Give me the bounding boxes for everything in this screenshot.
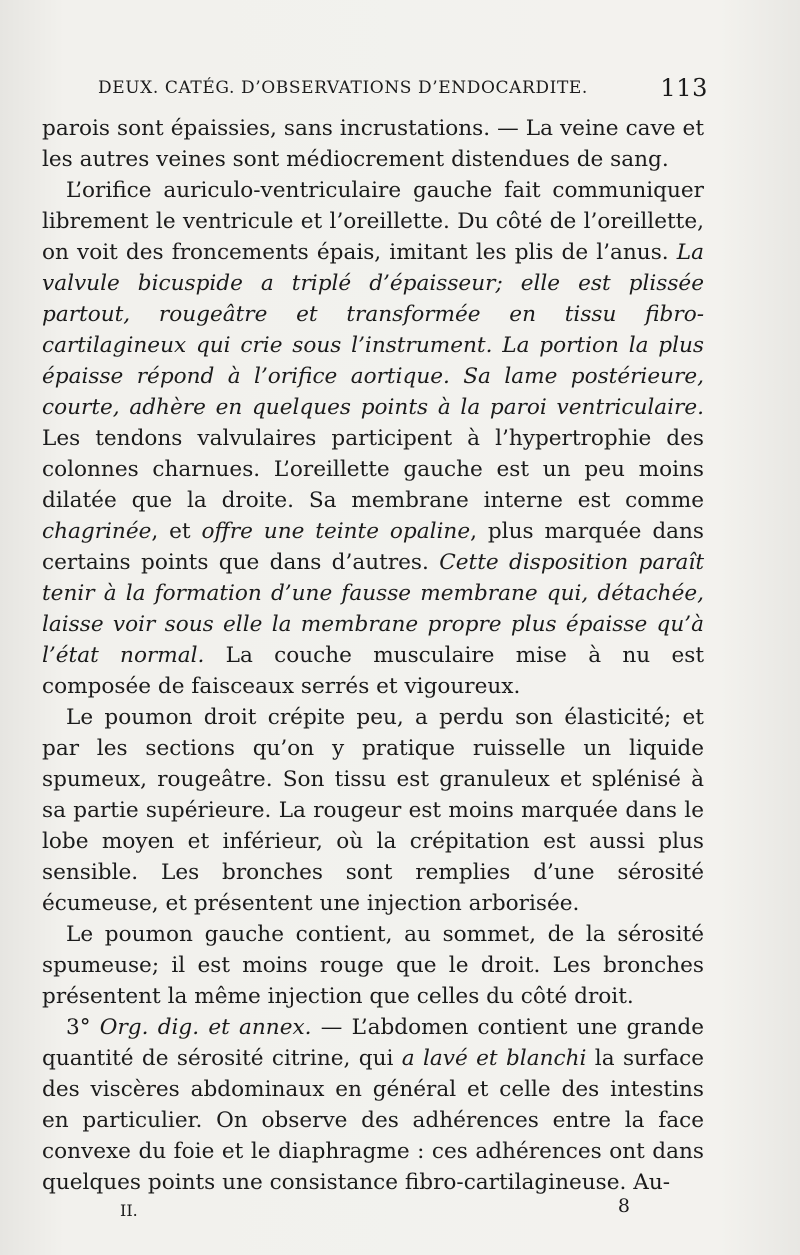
- italic-text-segment: offre une teinte opaline: [201, 519, 471, 544]
- text-segment: la surface des viscères abdominaux en général et celle des intestins en particulier. On observe des adhérences entre la face convexe du foie et le diaphragme : ces adhérences ont dans quelques points une consistance fibro-cartilagineuse. Au-: [42, 1046, 704, 1195]
- text-segment: Les tendons valvulaires participent à l’hypertrophie des colonnes charnues. L’oreillette gauche est un peu moins dilatée que la droite. Sa membrane interne est comme: [42, 426, 704, 513]
- text-segment: , plus marquée dans certains points que dans d’autres.: [42, 519, 705, 575]
- text-segment: 3°: [66, 1015, 100, 1040]
- paragraph: [42, 919, 704, 1012]
- text-segment: L’orifice auriculo-ventriculaire gauche fait communiquer librement le ventricule et l’oreillette. Du côté de l’oreillette, on voit des froncements épais, imitant les plis de l’anus.: [42, 178, 704, 265]
- paragraph: [42, 175, 704, 702]
- paragraph: [42, 702, 704, 919]
- italic-text-segment: chagrinée: [42, 519, 152, 544]
- text-segment: , et: [151, 519, 202, 544]
- italic-text-segment: La valvule bicuspide a triplé d’épaisseur; elle est plissée partout, rougeâtre et transformée en tissu fibro-cartilagineux qui crie sous l’instrument. La portion la plus épaisse répond à l’orifice aortique. Sa lame postérieure, courte, adhère en quelques points à la paroi ventriculaire.: [42, 240, 704, 420]
- italic-text-segment: a lavé et blanchi: [401, 1046, 587, 1071]
- text-segment: La couche musculaire mise à nu est composée de faisceaux serrés et vigoureux.: [42, 643, 704, 699]
- text-segment: Le poumon gauche contient, au sommet, de la sérosité spumeuse; il est moins rouge que le droit. Les bronches présentent la même injection que celles du côté droit.: [42, 922, 704, 1009]
- text-segment: — L’abdomen contient une grande quantité de sérosité citrine, qui: [42, 1015, 705, 1071]
- text-segment: parois sont épaissies, sans incrustations. — La veine cave et les autres veines sont médiocrement distendues de sang.: [42, 116, 704, 172]
- text-segment: Le poumon droit crépite peu, a perdu son élasticité; et par les sections qu’on y pratique ruisselle un liquide spumeux, rougeâtre. Son tissu est granuleux et splénisé à sa partie supérieure. La rougeur est moins marquée dans le lobe moyen et inférieur, où la crépitation est aussi plus sensible. Les bronches sont remplies d’une sérosité écumeuse, et présentent une injection arborisée.: [42, 705, 704, 916]
- italic-text-segment: Org. dig. et annex.: [99, 1015, 312, 1040]
- page-number: 113: [660, 74, 708, 102]
- running-header: [98, 74, 708, 106]
- page-body-text: [42, 113, 704, 1198]
- italic-text-segment: Cette disposition paraît tenir à la formation d’une fausse membrane qui, détachée, laisse voir sous elle la membrane propre plus épaisse qu’à l’état normal.: [42, 550, 704, 668]
- running-title: DEUX. CATÉG. D’OBSERVATIONS D’ENDOCARDITE.: [98, 78, 588, 98]
- signature-mark: 8: [617, 1195, 630, 1217]
- paragraph: [42, 113, 704, 175]
- page-footer: [120, 1195, 630, 1221]
- paragraph: [42, 1012, 704, 1198]
- volume-number: II.: [120, 1201, 138, 1220]
